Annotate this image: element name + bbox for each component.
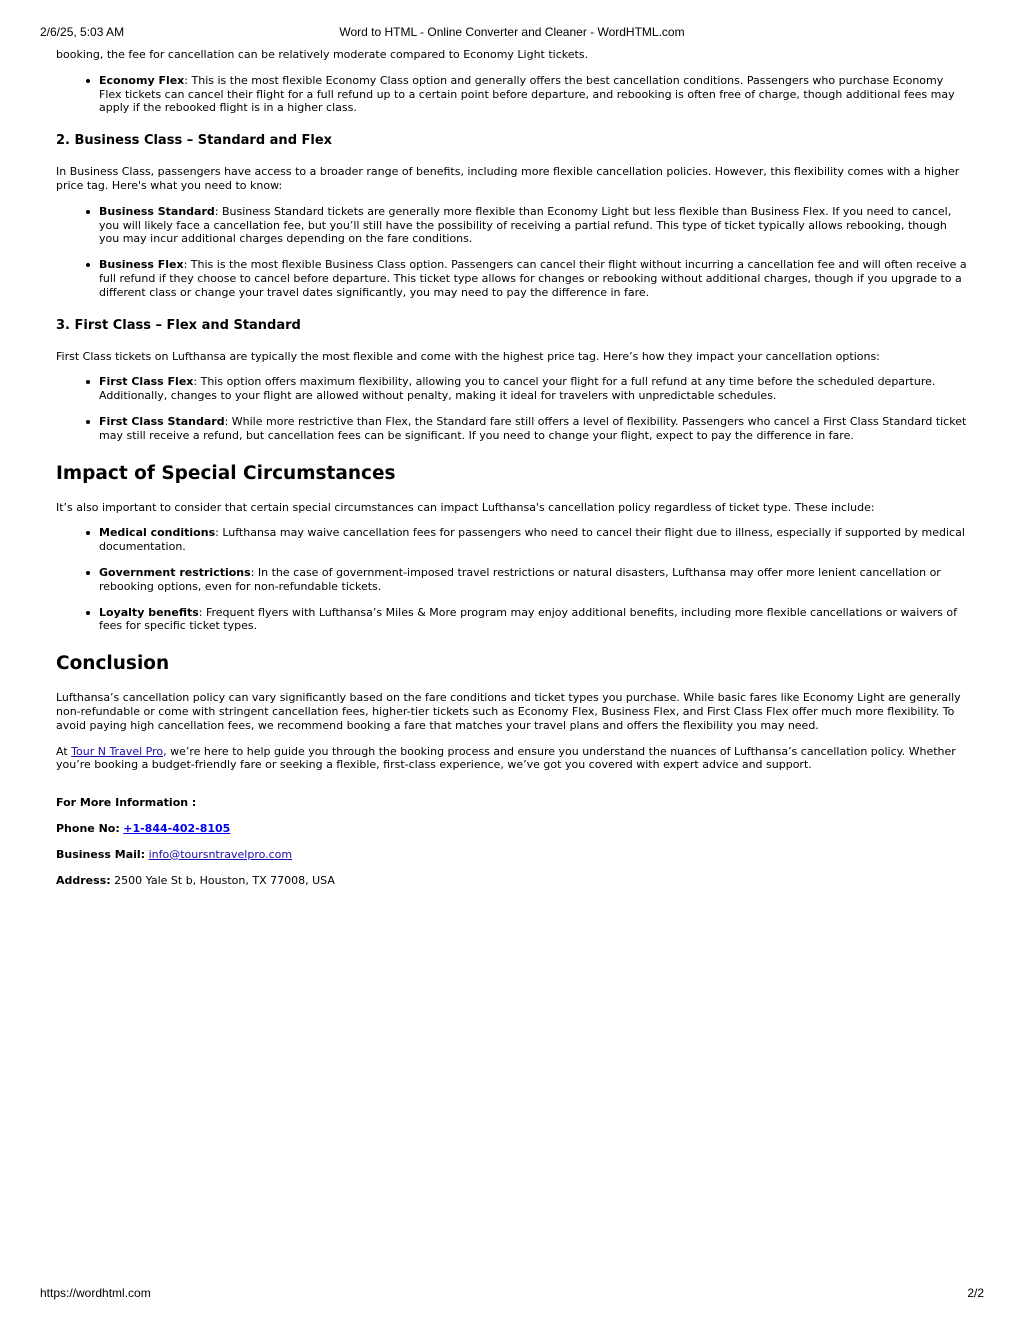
paragraph-suffix: , we’re here to help guide you through the booking process and ensure you understand the nuances of Lufthansa’s cancellation policy. Whether you’re booking a budget-friendly fare or seeking a flexible, first-class experience, we’ve got you covered with expert advice and support. <box>56 744 956 772</box>
list-item <box>99 566 968 594</box>
print-url: https://wordhtml.com <box>40 1286 151 1300</box>
special-list <box>56 526 968 633</box>
list-item <box>99 74 968 115</box>
list-item <box>99 375 968 403</box>
list-item-term: First Class Standard <box>99 414 225 428</box>
print-header <box>40 25 984 41</box>
document-body <box>56 48 968 899</box>
list-item-term: Business Standard <box>99 204 215 218</box>
contact-section <box>56 796 968 887</box>
list-item-term: Medical conditions <box>99 526 216 540</box>
conclusion-paragraph-2 <box>56 745 968 773</box>
list-item-text: : Lufthansa may waive cancellation fees for passengers who need to cancel their flight due to illness, especially if supported by medical documentation. <box>99 526 965 554</box>
business-list <box>56 205 968 300</box>
conclusion-paragraph-1: Lufthansa’s cancellation policy can vary significantly based on the fare conditions and ticket types you purchase. While basic fares like Economy Light are generally non-refundable or come with stringent cancellation fees, higher-tier tickets such as Economy Flex, Business Flex, and First Class Flex offer much more flexibility. To avoid paying high cancellation fees, we recommend booking a fare that matches your travel plans and offers the flexibility you may need. <box>56 691 961 732</box>
list-item <box>99 526 968 554</box>
list-item-term: Business Flex <box>99 258 184 272</box>
list-item-text: : Frequent flyers with Lufthansa’s Miles & More program may enjoy additional benefits, including more flexible cancellations or waivers of fees for specific ticket types. <box>99 605 957 633</box>
print-datetime: 2/6/25, 5:03 AM <box>40 25 125 39</box>
list-item <box>99 205 968 246</box>
first-heading: 3. First Class – Flex and Standard <box>56 317 301 333</box>
list-item <box>99 415 968 443</box>
list-item-term: Loyalty benefits <box>99 605 199 619</box>
list-item <box>99 258 968 299</box>
intro-continuation: booking, the fee for cancellation can be relatively moderate compared to Economy Light tickets. <box>56 48 589 61</box>
print-page-title: Word to HTML - Online Converter and Cleaner - WordHTML.com <box>339 25 685 39</box>
first-intro: First Class tickets on Lufthansa are typically the most flexible and come with the highest price tag. Here’s how they impact your cancellation options: <box>56 349 880 363</box>
list-item-text: : This option offers maximum flexibility, allowing you to cancel your flight for a full refund at any time before the scheduled departure. Additionally, changes to your flight are allowed without penalty, making it ideal for travelers with unpredictable schedules. <box>99 375 936 403</box>
first-list <box>56 375 968 442</box>
phone-label: Phone No: <box>56 821 120 835</box>
special-intro: It’s also important to consider that certain special circumstances can impact Lufthansa's cancellation policy regardless of ticket type. These include: <box>56 500 875 514</box>
business-intro: In Business Class, passengers have access to a broader range of benefits, including more flexible cancellation policies. However, this flexibility comes with a higher price tag. Here's what you need to know: <box>56 165 960 192</box>
list-item-term: Government restrictions <box>99 565 251 579</box>
phone-link[interactable]: +1-844-402-8105 <box>123 821 231 835</box>
special-heading: Impact of Special Circumstances <box>56 462 396 484</box>
list-item-text: : This is the most flexible Economy Class option and generally offers the best cancellation conditions. Passengers who purchase Economy Flex tickets can cancel their flight for a full refund up to a certain point before departure, and rebooking is often free of charge, though additional fees may apply if the rebooked flight is in a higher class. <box>99 73 955 115</box>
address-value: 2500 Yale St b, Houston, TX 77008, USA <box>114 873 335 887</box>
list-item <box>99 606 968 634</box>
paragraph-prefix: At <box>56 744 72 758</box>
mail-link[interactable]: info@toursntravelpro.com <box>148 847 293 861</box>
address-row <box>56 874 968 888</box>
mail-row <box>56 848 968 862</box>
list-item-text: : Business Standard tickets are generally more flexible than Economy Light but less flexible than Business Flex. If you need to cancel, you will likely face a cancellation fee, but you’ll still have the possibility of receiving a partial refund. This type of ticket typically allows rebooking, though you may incur additional charges depending on the fare conditions. <box>99 204 952 246</box>
list-item-text: : In the case of government-imposed travel restrictions or natural disasters, Lufthansa may offer more lenient cancellation or rebooking options, even for non-refundable tickets. <box>99 565 941 593</box>
contact-heading <box>56 796 968 810</box>
business-heading: 2. Business Class – Standard and Flex <box>56 133 333 149</box>
list-item-text: : This is the most flexible Business Class option. Passengers can cancel their flight without incurring a cancellation fee and will often receive a full refund if they choose to cancel before departure. This ticket type allows for changes or rebooking without additional charges, though if you upgrade to a different class or change your travel dates significantly, you may need to pay the difference in fare. <box>99 258 967 299</box>
phone-row <box>56 822 968 836</box>
page-number: 2/2 <box>967 1286 984 1300</box>
tour-n-travel-pro-link[interactable]: Tour N Travel Pro <box>71 744 164 758</box>
mail-label: Business Mail: <box>56 847 146 861</box>
list-item-term: First Class Flex <box>99 375 194 389</box>
list-item-term: Economy Flex <box>99 73 185 87</box>
print-footer <box>40 1286 984 1302</box>
economy-list <box>56 74 968 115</box>
contact-heading-text: For More Information : <box>56 796 197 810</box>
address-label: Address: <box>56 873 111 887</box>
conclusion-heading: Conclusion <box>56 653 170 675</box>
list-item-text: : While more restrictive than Flex, the Standard fare still offers a level of flexibility. Passengers who cancel a First Class Standard ticket may still receive a refund, but cancellation fees can be significant. If you need to change your flight, expect to pay the difference in fare. <box>99 414 967 442</box>
